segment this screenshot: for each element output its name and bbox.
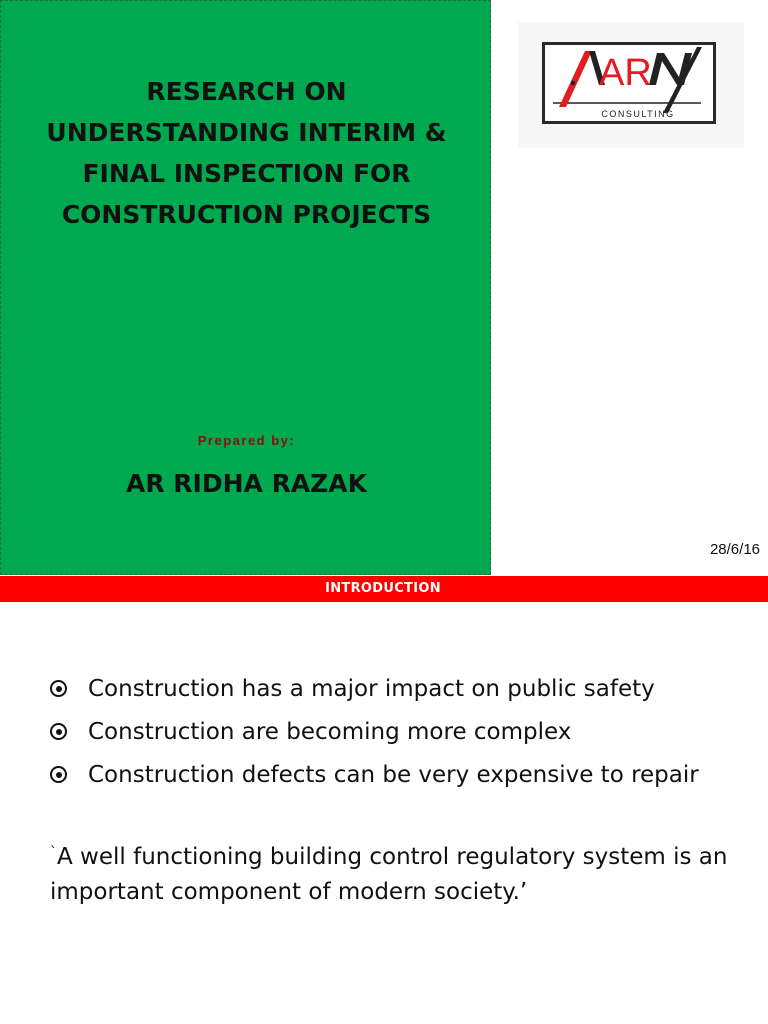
title-panel bbox=[0, 0, 491, 575]
title-line: CONSTRUCTION PROJECTS bbox=[61, 200, 432, 229]
quote-text: A well functioning building control regulatory system is an important component of modern society.’ bbox=[50, 844, 728, 905]
company-logo bbox=[518, 22, 744, 148]
bullet-text: Construction has a major impact on public safety bbox=[88, 675, 655, 702]
quote-open-mark: ` bbox=[50, 845, 57, 861]
section-header-bar bbox=[0, 576, 768, 602]
quote-block bbox=[50, 840, 740, 910]
bullet-text: Construction are becoming more complex bbox=[88, 718, 572, 745]
bullet-list bbox=[50, 667, 699, 796]
author-name: AR RIDHA RAZAK bbox=[125, 469, 368, 498]
list-item bbox=[50, 667, 699, 710]
logo-letters: AR bbox=[599, 52, 652, 94]
list-item bbox=[50, 753, 699, 796]
radio-bullet-icon bbox=[50, 680, 67, 697]
list-item bbox=[50, 710, 699, 753]
radio-bullet-icon bbox=[50, 766, 67, 783]
prepared-by-label: Prepared by: bbox=[197, 433, 296, 448]
title-line: UNDERSTANDING INTERIM & bbox=[46, 118, 447, 147]
title-line: RESEARCH ON bbox=[146, 77, 347, 106]
section-title: INTRODUCTION bbox=[325, 581, 441, 596]
bullet-text: Construction defects can be very expensive to repair bbox=[88, 761, 699, 788]
report-title bbox=[1, 71, 492, 235]
radio-bullet-icon bbox=[50, 723, 67, 740]
logo-frame bbox=[542, 42, 716, 124]
title-line: FINAL INSPECTION FOR bbox=[82, 159, 411, 188]
presentation-date: 28/6/16 bbox=[709, 541, 760, 558]
logo-subtitle: CONSULTING bbox=[601, 109, 675, 119]
